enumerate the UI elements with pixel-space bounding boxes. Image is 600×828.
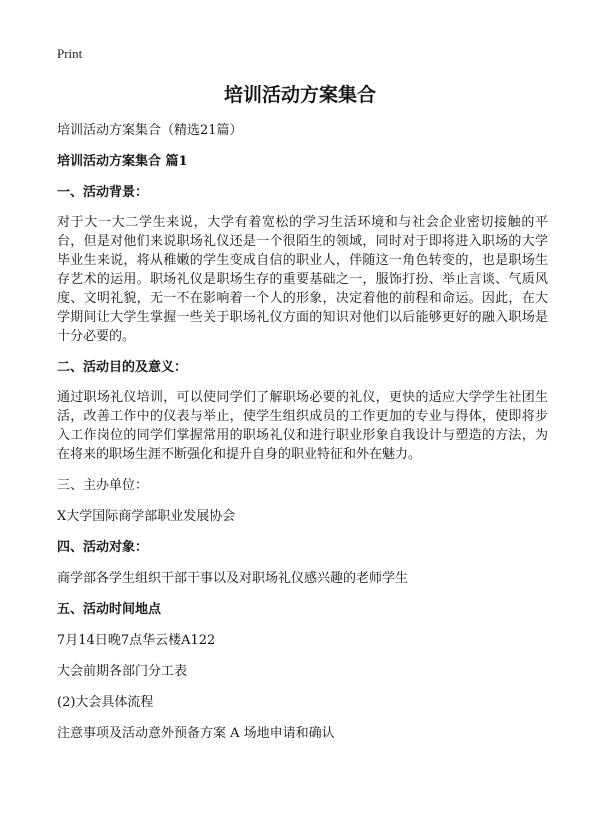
time-place-line: 注意事项及活动意外预备方案 A 场地申请和确认: [57, 726, 335, 741]
time-place-line: 7月14日晚7点华云楼A122: [57, 633, 216, 648]
section-heading-audience: 四、活动对象：: [57, 540, 149, 555]
section-text-purpose: 通过职场礼仪培训，可以使同学们了解职场必要的礼仪，更快的适应大学学生社团生活，改善工作中的仪表与举止，使学生组织成员的工作更加的专业与得体，使即将步入工作岗位的同学们掌握常用的职场礼仪和进行职业形象自我设计与塑造的方法，为在将来的职场生涯不断强化和提升自身的职业特征和外在魅力。: [57, 390, 548, 462]
section-heading-purpose: 二、活动目的及意义：: [57, 360, 188, 375]
section-heading-background: 一、活动背景：: [57, 185, 149, 200]
section-heading-time-place: 五、活动时间地点: [57, 602, 162, 617]
section-heading-organizer: 三、主办单位：: [57, 478, 149, 493]
time-place-line: 大会前期各部门分工表: [57, 664, 188, 679]
section-text-audience: 商学部各学生组织干部干事以及对职场礼仪感兴趣的老师学生: [57, 571, 409, 586]
section-text-organizer: X大学国际商学部职业发展协会: [57, 509, 236, 524]
chapter-heading: 培训活动方案集合 篇1: [57, 154, 188, 169]
section-text-background: 对于大一大二学生来说，大学有着宽松的学习生活环境和与社会企业密切接触的平台，但是对他们来说职场礼仪还是一个很陌生的领域，同时对于即将进入职场的大学毕业生来说，将从稚嫩的学生变成自信的职业人，伴随这一角色转变的，也是职场生存艺术的运用。职场礼仪是职场生存的重要基础之一，服饰打扮、举止言谈、气质风度、文明礼貌，无一不在影响着一个人的形象，决定着他的前程和命运。因此，在大学期间让大学生掌握一些关于职场礼仪方面的知识对他们以后能够更好的融入职场是十分必要的。: [57, 215, 548, 344]
document-title: 培训活动方案集合: [223, 84, 376, 106]
document-subtitle: 培训活动方案集合（精选21篇）: [57, 123, 243, 138]
print-label: Print: [57, 46, 83, 61]
time-place-line: (2)大会具体流程: [57, 695, 154, 710]
document-body: [57, 120, 548, 754]
